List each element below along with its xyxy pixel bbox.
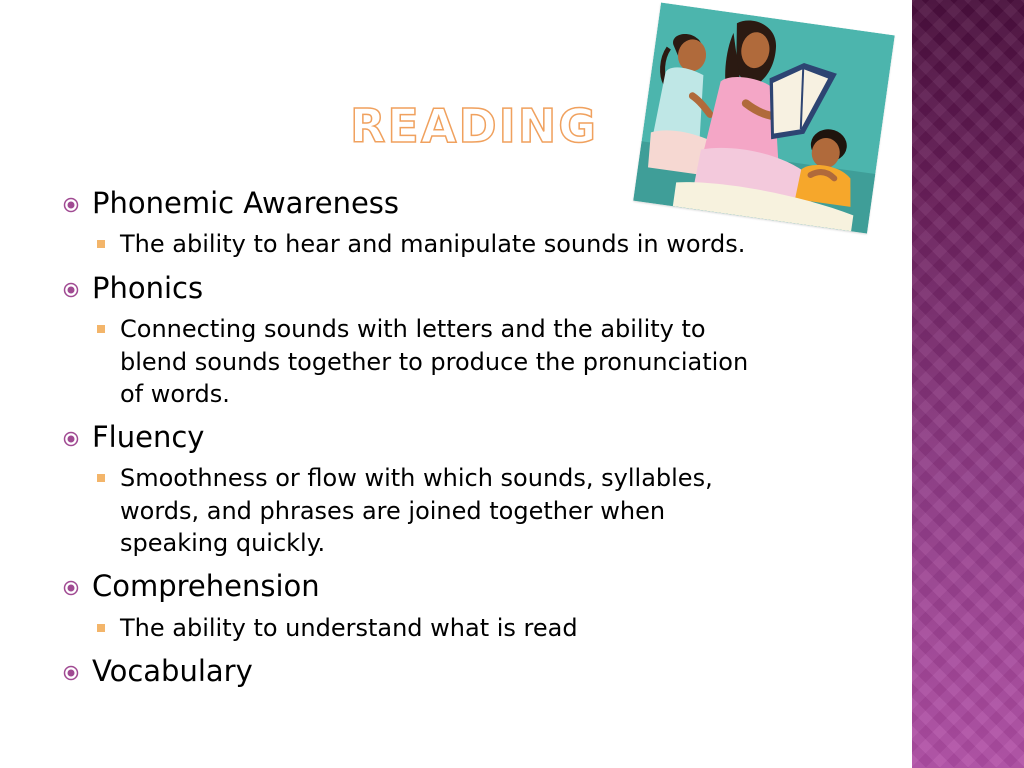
sub-bullet-line: The ability to understand what is read [120, 614, 578, 642]
square-bullet-icon [97, 624, 105, 632]
bullet-heading: Phonics [92, 271, 204, 305]
sub-bullet-line: Connecting sounds with letters and the ability to [120, 315, 706, 343]
bullet-heading: Vocabulary [92, 654, 253, 688]
circle-bullet-icon [63, 282, 79, 298]
sub-bullet-line: words, and phrases are joined together when [120, 497, 666, 525]
sub-bullet-line: The ability to hear and manipulate sounds in words. [120, 230, 746, 258]
bullet-heading: Comprehension [92, 569, 320, 603]
slide-title: READING [350, 99, 598, 153]
sub-bullet-line: of words. [120, 380, 230, 408]
decorative-side-band [912, 0, 1024, 768]
bullet-heading: Phonemic Awareness [92, 186, 400, 220]
square-bullet-icon [97, 325, 105, 333]
square-bullet-icon [97, 474, 105, 482]
square-bullet-icon [97, 240, 105, 248]
sub-bullet-line: speaking quickly. [120, 529, 326, 557]
sub-bullet-line: Smoothness or flow with which sounds, syllables, [120, 464, 713, 492]
circle-bullet-icon [63, 665, 79, 681]
circle-bullet-icon [63, 431, 79, 447]
circle-bullet-icon [63, 197, 79, 213]
bullet-heading: Fluency [92, 420, 205, 454]
circle-bullet-icon [63, 580, 79, 596]
sub-bullet-line: blend sounds together to produce the pronunciation [120, 348, 749, 376]
